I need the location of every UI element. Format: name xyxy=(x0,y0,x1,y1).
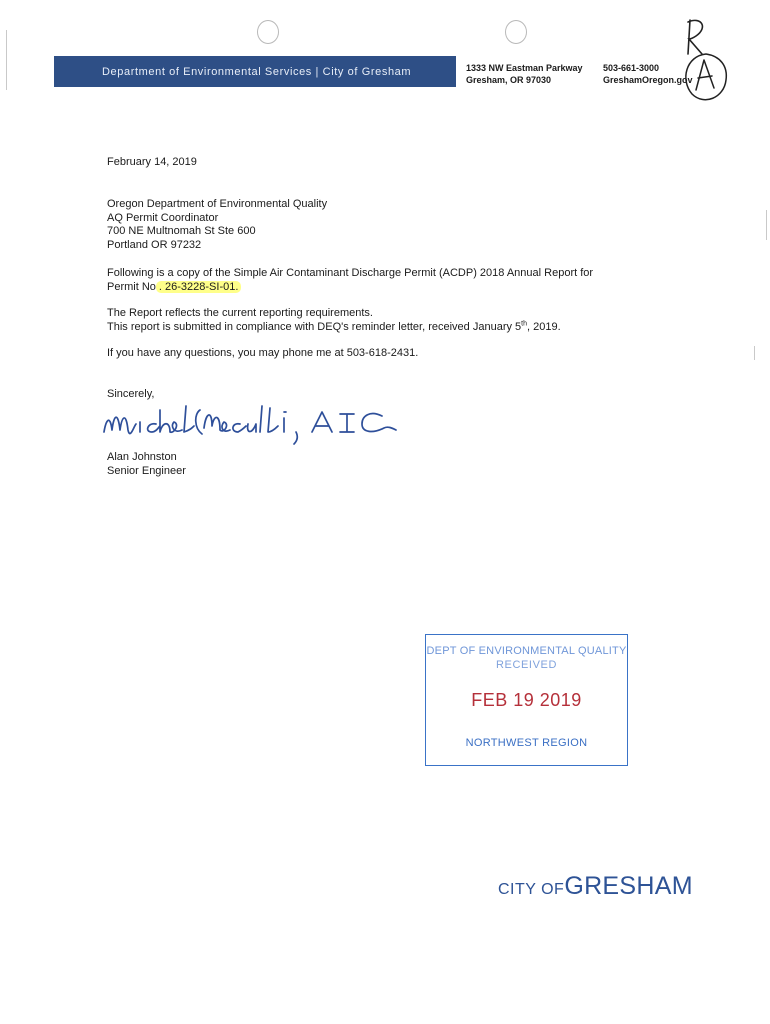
signer-title: Senior Engineer xyxy=(107,464,186,477)
compliance-year: , 2019. xyxy=(527,320,561,333)
received-stamp xyxy=(425,634,628,766)
requirements-line-1: The Report reflects the current reporting requirements. xyxy=(107,307,373,319)
scan-edge-mark xyxy=(6,30,7,90)
paragraph-intro xyxy=(107,267,593,294)
banner-text: Department of Environmental Services | City of Gresham xyxy=(102,66,412,78)
letterhead-banner xyxy=(54,56,456,87)
recipient-block xyxy=(107,198,327,252)
letter-date: February 14, 2019 xyxy=(107,156,197,168)
punch-hole-right xyxy=(505,20,527,44)
stamp-received: RECEIVED xyxy=(495,659,558,671)
intro-line-1: Following is a copy of the Simple Air Contaminant Discharge Permit (ACDP) 2018 Annual Report for xyxy=(107,267,594,279)
recipient-line: AQ Permit Coordinator xyxy=(107,211,219,224)
ordinal-suffix: th xyxy=(521,319,528,327)
punch-hole-left xyxy=(257,20,279,44)
letterhead-address xyxy=(466,62,583,86)
handwritten-initials-mark xyxy=(676,14,734,106)
recipient-line: Portland OR 97232 xyxy=(107,238,202,251)
address-line-1: 1333 NW Eastman Parkway xyxy=(466,63,583,73)
city-of-gresham-logo xyxy=(498,872,693,901)
stamp-region: NORTHWEST REGION xyxy=(465,737,588,749)
recipient-line: Oregon Department of Environmental Quality xyxy=(107,198,328,210)
intro-line-2 xyxy=(107,281,593,295)
recipient-line: 700 NE Multnomah St Ste 600 xyxy=(107,225,256,237)
website: GreshamOregon.gov xyxy=(603,75,693,85)
stamp-agency: DEPT OF ENVIRONMENTAL QUALITY xyxy=(426,645,627,657)
signer-name: Alan Johnston xyxy=(107,451,177,463)
compliance-text: This report is submitted in compliance with DEQ's reminder letter, received January 5 xyxy=(107,320,522,333)
address-line-2: Gresham, OR 97030 xyxy=(466,75,552,85)
logo-city-of: CITY OF xyxy=(498,881,565,898)
paragraph-contact: If you have any questions, you may phone me at 503-618-2431. xyxy=(107,347,419,359)
phone-number: 503-661-3000 xyxy=(603,63,660,73)
stamp-date: FEB 19 2019 xyxy=(471,690,582,710)
handwritten-signature xyxy=(100,400,400,448)
scan-edge-mark xyxy=(754,346,755,360)
closing: Sincerely, xyxy=(107,388,155,400)
paragraph-requirements xyxy=(107,307,561,334)
permit-label: Permit No xyxy=(107,280,156,293)
logo-gresham: GRESHAM xyxy=(564,872,693,900)
requirements-line-2 xyxy=(107,321,561,335)
permit-number-highlight: . 26-3228-SI-01. xyxy=(156,281,242,293)
scan-edge-mark xyxy=(766,210,767,240)
signer-block xyxy=(107,451,186,478)
